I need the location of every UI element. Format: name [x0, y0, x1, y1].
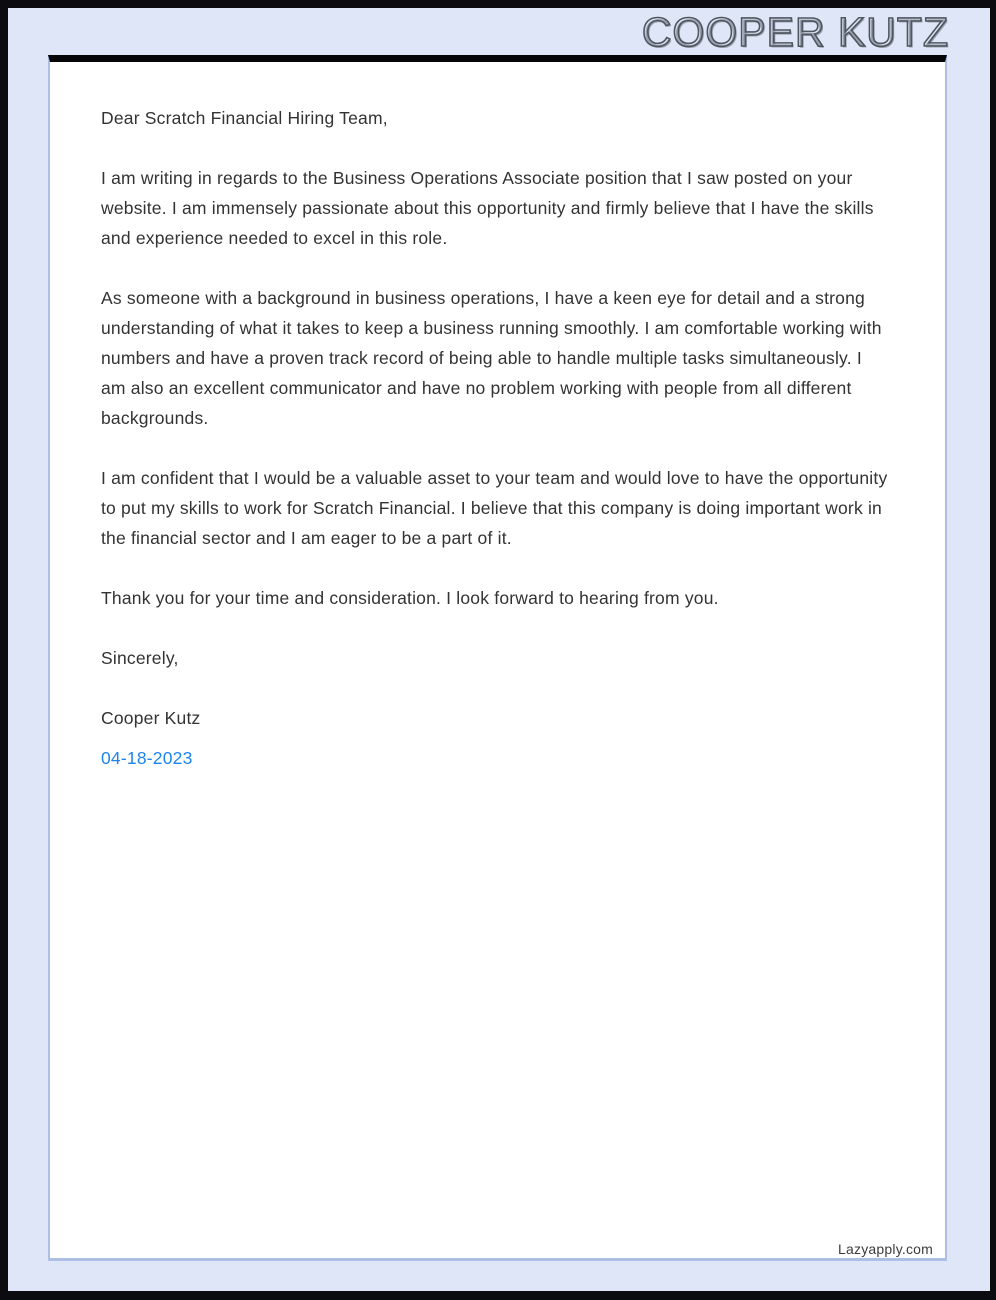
date-link[interactable]: 04-18-2023 — [101, 748, 193, 768]
paragraph-fit: I am confident that I would be a valuable asset to your team and would love to have the opportunity to put my skills to work for Scratch Financial. I believe that this company is doing important work in the financial sector and I am eager to be a part of it. — [101, 468, 888, 548]
salutation: Dear Scratch Financial Hiring Team, — [101, 108, 388, 128]
letter-panel — [48, 55, 947, 1261]
paragraph-intro: I am writing in regards to the Business Operations Associate position that I saw posted on your website. I am immensely passionate about this opportunity and firmly believe that I have the skills and experience needed to excel in this role. — [101, 168, 874, 248]
closing: Sincerely, — [101, 648, 179, 668]
paragraph-thanks: Thank you for your time and consideration. I look forward to hearing from you. — [101, 588, 719, 608]
letter-body — [50, 62, 945, 773]
lazyapply-watermark-link[interactable]: Lazyapply.com — [838, 1241, 933, 1257]
paragraph-experience: As someone with a background in business operations, I have a keen eye for detail and a strong understanding of what it takes to keep a business running smoothly. I am comfortable working with numbers and have a proven track record of being able to handle multiple tasks simultaneously. I am also an excellent communicator and have no problem working with people from all different backgrounds. — [101, 288, 882, 428]
letterhead-name: COOPER KUTZ — [641, 9, 949, 55]
signature-name: Cooper Kutz — [101, 708, 201, 728]
